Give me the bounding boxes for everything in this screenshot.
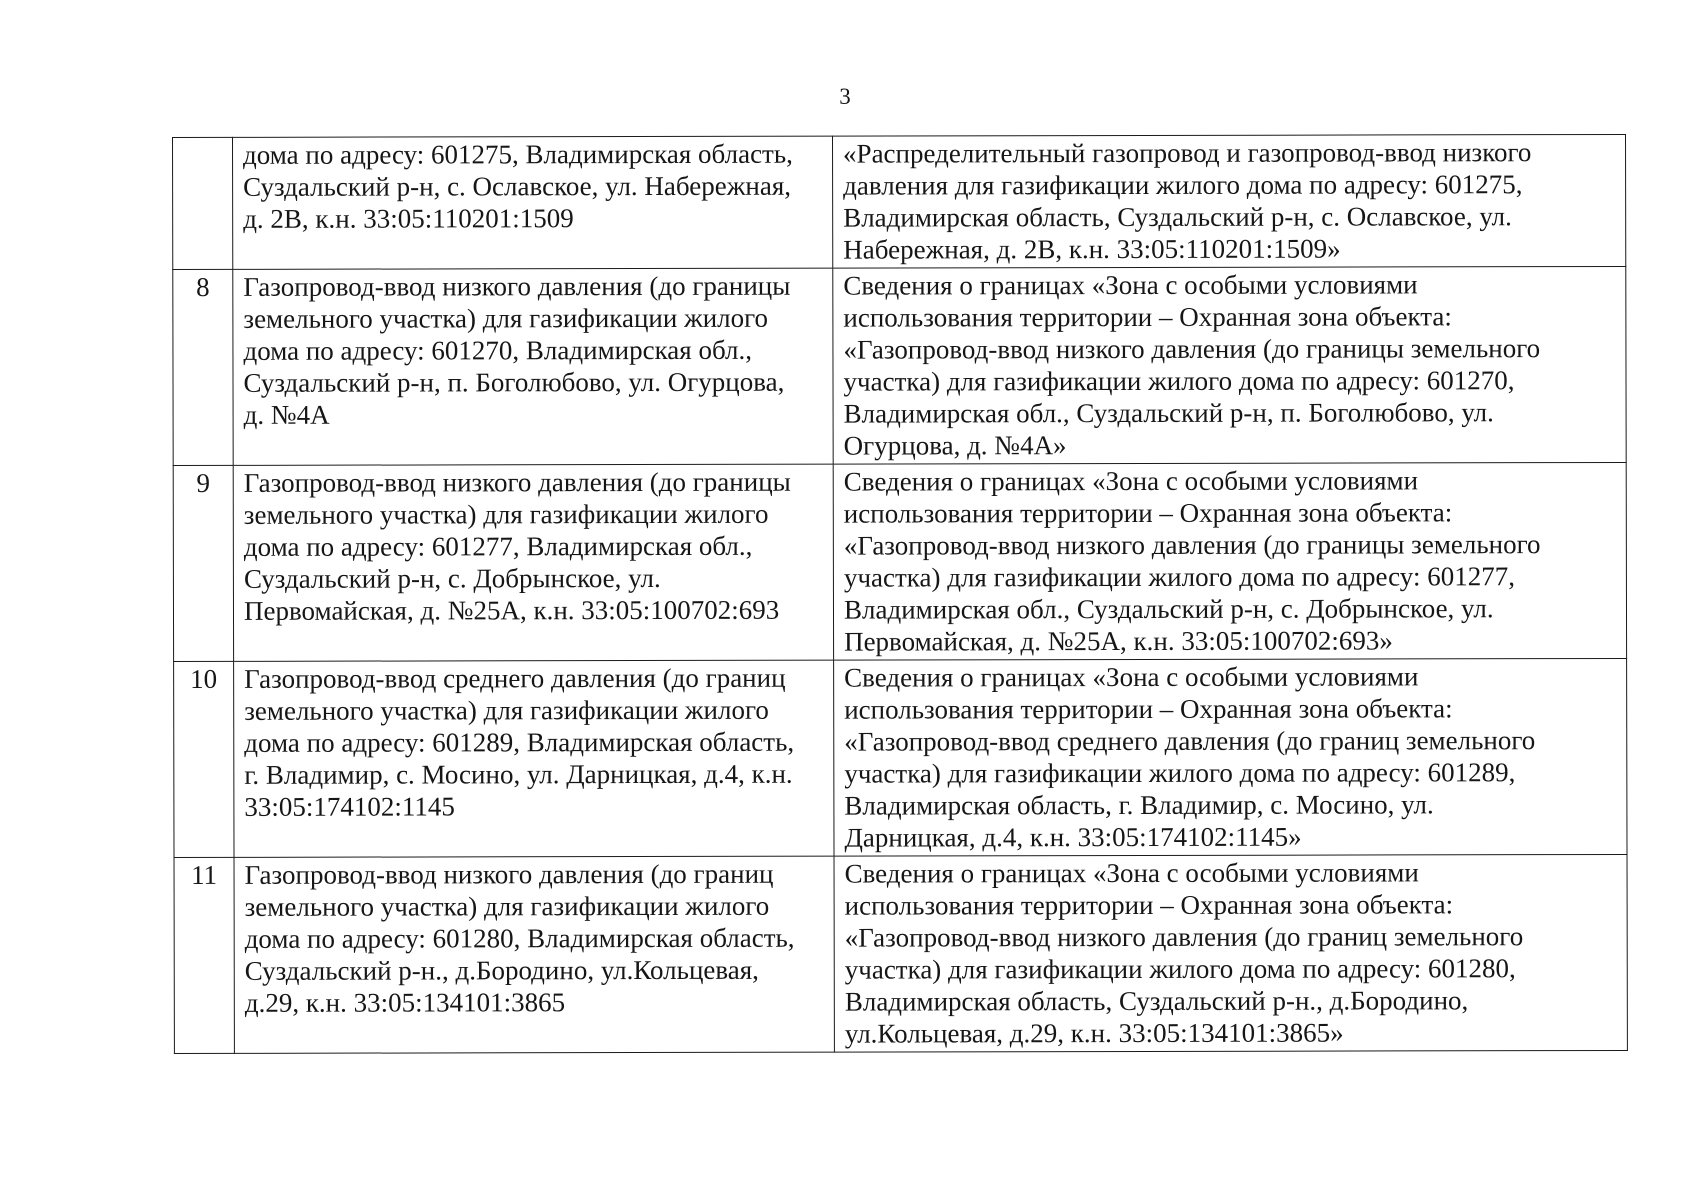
text-line: Владимирская область, Суздальский р-н, с. Ославское, ул.: [843, 201, 1512, 233]
text-line: Первомайская, д. №25А, к.н. 33:05:100702:693»: [844, 625, 1393, 657]
page-number: 3: [839, 84, 851, 109]
text-line: Сведения о границах «Зона с особыми условиями: [843, 269, 1418, 301]
text-line: участка) для газификации жилого дома по адресу: 601277,: [843, 561, 1515, 593]
row-number: 11: [174, 857, 234, 1053]
table-row: [173, 134, 1626, 269]
zone-info: [833, 266, 1626, 464]
objects-table: [172, 134, 1628, 1054]
text-line: земельного участка) для газификации жилого: [244, 890, 770, 922]
text-line: использования территории – Охранная зона объекта:: [844, 889, 1454, 921]
text-line: Суздальский р-н, с. Ославское, ул. Набережная,: [243, 170, 792, 202]
zone-info: [834, 658, 1627, 856]
text-line: «Распределительный газопровод и газопровод-ввод низкого: [843, 137, 1532, 169]
text-line: 33:05:174102:1145: [244, 791, 455, 822]
text-line: Суздальский р-н., д.Бородино, ул.Кольцевая,: [244, 954, 759, 986]
text-line: Газопровод-ввод среднего давления (до границ: [244, 662, 786, 694]
text-line: Огурцова, д. №4А»: [843, 430, 1067, 461]
text-line: Дарницкая, д.4, к.н. 33:05:174102:1145»: [844, 821, 1302, 853]
text-line: земельного участка) для газификации жилого: [243, 498, 769, 530]
row-number: [173, 137, 233, 269]
text-line: «Газопровод-ввод низкого давления (до границы земельного: [843, 333, 1541, 365]
text-line: «Газопровод-ввод низкого давления (до границы земельного: [843, 529, 1541, 561]
zone-info: [832, 134, 1625, 268]
text-line: дома по адресу: 601277, Владимирская обл.,: [243, 530, 753, 562]
row-number: 8: [173, 269, 233, 465]
text-line: Сведения о границах «Зона с особыми условиями: [844, 661, 1419, 693]
text-line: использования территории – Охранная зона объекта:: [844, 693, 1453, 725]
text-line: Владимирская обл., Суздальский р-н, с. Добрынское, ул.: [843, 593, 1494, 625]
text-line: д. №4А: [243, 399, 330, 430]
row-number: 9: [173, 465, 233, 661]
table-row: [174, 854, 1627, 1053]
text-line: земельного участка) для газификации жилого: [243, 302, 769, 334]
text-line: д. 2В, к.н. 33:05:110201:1509: [243, 203, 574, 234]
text-line: использования территории – Охранная зона объекта:: [843, 497, 1453, 529]
text-line: участка) для газификации жилого дома по адресу: 601280,: [844, 953, 1516, 985]
text-line: дома по адресу: 601275, Владимирская область,: [243, 138, 793, 170]
text-line: использования территории – Охранная зона объекта:: [843, 301, 1452, 333]
text-line: «Газопровод-ввод среднего давления (до границ земельного: [844, 725, 1536, 757]
object-description: [233, 268, 833, 465]
text-line: земельного участка) для газификации жилого: [244, 694, 769, 726]
object-description: [234, 660, 834, 857]
zone-info: [834, 854, 1627, 1052]
text-line: «Газопровод-ввод низкого давления (до границ земельного: [844, 921, 1524, 953]
text-line: Владимирская обл., Суздальский р-н, п. Боголюбово, ул.: [843, 397, 1494, 429]
text-line: Владимирская область, г. Владимир, с. Мосино, ул.: [844, 789, 1434, 821]
text-line: д.29, к.н. 33:05:134101:3865: [244, 987, 566, 1018]
text-line: Сведения о границах «Зона с особыми условиями: [843, 465, 1419, 497]
text-line: дома по адресу: 601289, Владимирская область,: [244, 726, 795, 758]
text-line: Газопровод-ввод низкого давления (до границы: [243, 270, 791, 302]
table-row: [174, 658, 1627, 857]
table-row: [173, 462, 1626, 661]
object-description: [234, 856, 834, 1053]
text-line: Первомайская, д. №25А, к.н. 33:05:100702:693: [243, 594, 780, 626]
text-line: ул.Кольцевая, д.29, к.н. 33:05:134101:3865»: [844, 1017, 1344, 1049]
text-line: Набережная, д. 2В, к.н. 33:05:110201:1509»: [843, 233, 1341, 265]
text-line: участка) для газификации жилого дома по адресу: 601270,: [843, 365, 1515, 397]
text-line: Сведения о границах «Зона с особыми условиями: [844, 857, 1419, 889]
text-line: Суздальский р-н, с. Добрынское, ул.: [243, 562, 661, 594]
table-row: [173, 266, 1626, 465]
text-line: г. Владимир, с. Мосино, ул. Дарницкая, д.4, к.н.: [244, 758, 793, 790]
text-line: Газопровод-ввод низкого давления (до границ: [244, 858, 774, 890]
object-description: [233, 464, 833, 661]
text-line: дома по адресу: 601280, Владимирская область,: [244, 922, 795, 954]
text-line: Владимирская область, Суздальский р-н., д.Бородино,: [844, 985, 1469, 1017]
text-line: участка) для газификации жилого дома по адресу: 601289,: [844, 757, 1516, 789]
row-number: 10: [174, 661, 234, 857]
object-description: [233, 136, 833, 269]
text-line: давления для газификации жилого дома по адресу: 601275,: [843, 169, 1523, 201]
text-line: дома по адресу: 601270, Владимирская обл.,: [243, 334, 753, 366]
text-line: Газопровод-ввод низкого давления (до границы: [243, 466, 791, 498]
text-line: Суздальский р-н, п. Боголюбово, ул. Огурцова,: [243, 366, 785, 398]
zone-info: [833, 462, 1626, 660]
